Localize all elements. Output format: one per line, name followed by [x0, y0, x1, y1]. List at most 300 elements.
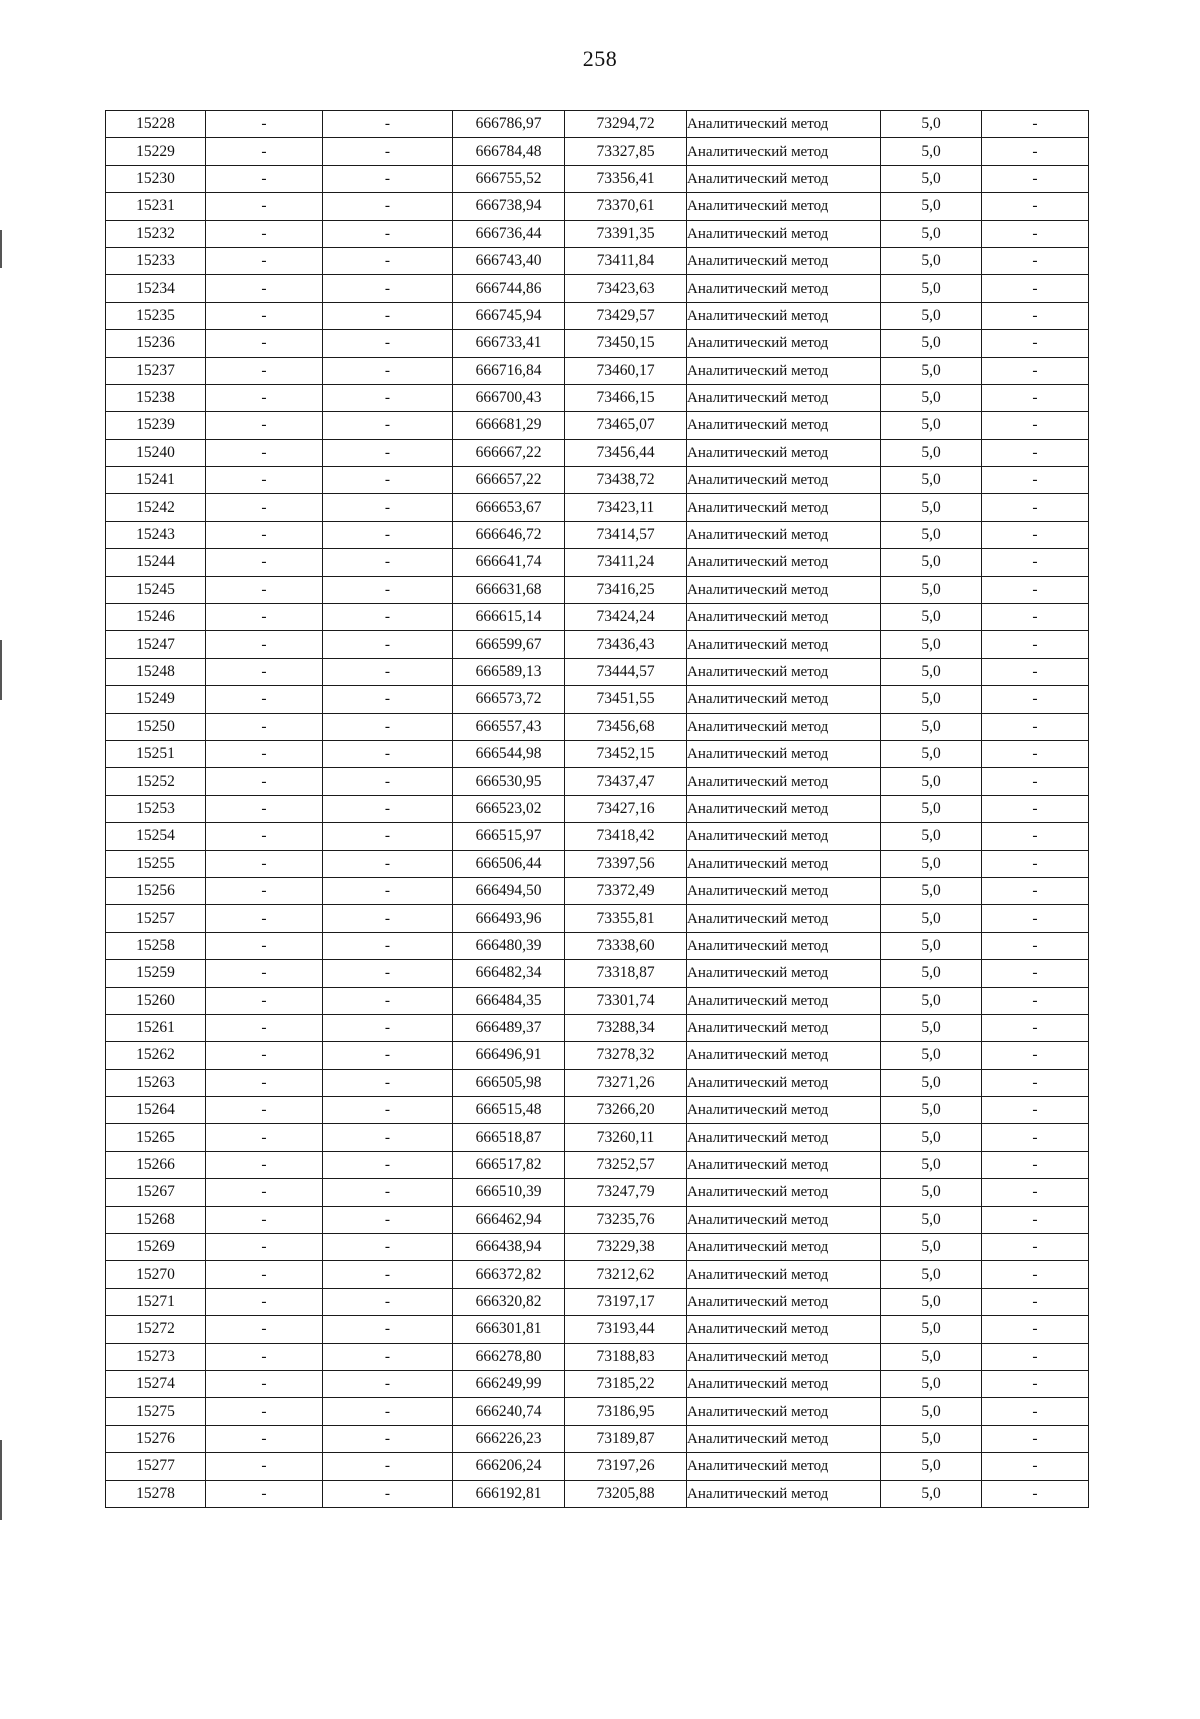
table-row: [106, 631, 1089, 658]
empty-cell: -: [982, 1124, 1089, 1151]
x-coordinate-cell: 666786,97: [453, 111, 565, 138]
empty-cell: -: [206, 658, 323, 685]
x-coordinate-cell: 666494,50: [453, 877, 565, 904]
empty-cell: -: [206, 960, 323, 987]
empty-cell: -: [206, 631, 323, 658]
point-number-cell: 15234: [106, 275, 206, 302]
empty-cell: -: [323, 549, 453, 576]
y-coordinate-cell: 73288,34: [565, 1014, 687, 1041]
accuracy-cell: 5,0: [881, 960, 982, 987]
method-cell: Аналитический метод: [687, 1370, 881, 1397]
accuracy-cell: 5,0: [881, 1480, 982, 1507]
method-cell: Аналитический метод: [687, 1261, 881, 1288]
method-cell: Аналитический метод: [687, 1316, 881, 1343]
empty-cell: -: [206, 1261, 323, 1288]
empty-cell: -: [206, 686, 323, 713]
table-row: [106, 1124, 1089, 1151]
method-cell: Аналитический метод: [687, 1069, 881, 1096]
point-number-cell: 15264: [106, 1097, 206, 1124]
point-number-cell: 15255: [106, 850, 206, 877]
point-number-cell: 15230: [106, 165, 206, 192]
empty-cell: -: [982, 275, 1089, 302]
empty-cell: -: [206, 138, 323, 165]
empty-cell: -: [323, 1042, 453, 1069]
empty-cell: -: [206, 1425, 323, 1452]
empty-cell: -: [206, 384, 323, 411]
y-coordinate-cell: 73278,32: [565, 1042, 687, 1069]
empty-cell: -: [323, 1206, 453, 1233]
empty-cell: -: [982, 1316, 1089, 1343]
empty-cell: -: [323, 302, 453, 329]
y-coordinate-cell: 73212,62: [565, 1261, 687, 1288]
table-row: [106, 768, 1089, 795]
method-cell: Аналитический метод: [687, 521, 881, 548]
empty-cell: -: [982, 138, 1089, 165]
point-number-cell: 15256: [106, 877, 206, 904]
x-coordinate-cell: 666510,39: [453, 1179, 565, 1206]
empty-cell: -: [323, 467, 453, 494]
point-number-cell: 15259: [106, 960, 206, 987]
empty-cell: -: [206, 795, 323, 822]
y-coordinate-cell: 73188,83: [565, 1343, 687, 1370]
empty-cell: -: [323, 631, 453, 658]
empty-cell: -: [323, 247, 453, 274]
empty-cell: -: [323, 412, 453, 439]
empty-cell: -: [982, 850, 1089, 877]
accuracy-cell: 5,0: [881, 1261, 982, 1288]
point-number-cell: 15248: [106, 658, 206, 685]
method-cell: Аналитический метод: [687, 330, 881, 357]
empty-cell: -: [206, 220, 323, 247]
accuracy-cell: 5,0: [881, 877, 982, 904]
y-coordinate-cell: 73372,49: [565, 877, 687, 904]
empty-cell: -: [982, 549, 1089, 576]
method-cell: Аналитический метод: [687, 138, 881, 165]
method-cell: Аналитический метод: [687, 467, 881, 494]
method-cell: Аналитический метод: [687, 165, 881, 192]
point-number-cell: 15243: [106, 521, 206, 548]
y-coordinate-cell: 73247,79: [565, 1179, 687, 1206]
empty-cell: -: [206, 330, 323, 357]
accuracy-cell: 5,0: [881, 1453, 982, 1480]
x-coordinate-cell: 666745,94: [453, 302, 565, 329]
empty-cell: -: [206, 1179, 323, 1206]
table-row: [106, 1370, 1089, 1397]
accuracy-cell: 5,0: [881, 1370, 982, 1397]
empty-cell: -: [206, 111, 323, 138]
x-coordinate-cell: 666517,82: [453, 1151, 565, 1178]
empty-cell: -: [323, 1480, 453, 1507]
empty-cell: -: [982, 412, 1089, 439]
accuracy-cell: 5,0: [881, 1398, 982, 1425]
empty-cell: -: [323, 357, 453, 384]
x-coordinate-cell: 666615,14: [453, 604, 565, 631]
empty-cell: -: [323, 1234, 453, 1261]
empty-cell: -: [982, 604, 1089, 631]
point-number-cell: 15242: [106, 494, 206, 521]
point-number-cell: 15245: [106, 576, 206, 603]
empty-cell: -: [206, 768, 323, 795]
empty-cell: -: [206, 1097, 323, 1124]
empty-cell: -: [982, 357, 1089, 384]
table-row: [106, 1014, 1089, 1041]
method-cell: Аналитический метод: [687, 850, 881, 877]
method-cell: Аналитический метод: [687, 1042, 881, 1069]
empty-cell: -: [206, 193, 323, 220]
method-cell: Аналитический метод: [687, 877, 881, 904]
x-coordinate-cell: 666496,91: [453, 1042, 565, 1069]
method-cell: Аналитический метод: [687, 823, 881, 850]
table-row: [106, 111, 1089, 138]
y-coordinate-cell: 73466,15: [565, 384, 687, 411]
empty-cell: -: [323, 987, 453, 1014]
margin-mark: [0, 230, 2, 268]
point-number-cell: 15257: [106, 905, 206, 932]
empty-cell: -: [323, 1343, 453, 1370]
method-cell: Аналитический метод: [687, 412, 881, 439]
point-number-cell: 15238: [106, 384, 206, 411]
table-row: [106, 1425, 1089, 1452]
empty-cell: -: [982, 1014, 1089, 1041]
empty-cell: -: [323, 686, 453, 713]
empty-cell: -: [206, 1398, 323, 1425]
table-row: [106, 330, 1089, 357]
y-coordinate-cell: 73411,24: [565, 549, 687, 576]
method-cell: Аналитический метод: [687, 275, 881, 302]
table-row: [106, 165, 1089, 192]
empty-cell: -: [206, 932, 323, 959]
coordinates-table: [105, 110, 1089, 1508]
table-row: [106, 576, 1089, 603]
table-row: [106, 604, 1089, 631]
y-coordinate-cell: 73327,85: [565, 138, 687, 165]
method-cell: Аналитический метод: [687, 549, 881, 576]
empty-cell: -: [323, 823, 453, 850]
empty-cell: -: [982, 247, 1089, 274]
point-number-cell: 15232: [106, 220, 206, 247]
table-row: [106, 357, 1089, 384]
method-cell: Аналитический метод: [687, 1206, 881, 1233]
empty-cell: -: [982, 494, 1089, 521]
table-row: [106, 138, 1089, 165]
y-coordinate-cell: 73189,87: [565, 1425, 687, 1452]
y-coordinate-cell: 73252,57: [565, 1151, 687, 1178]
y-coordinate-cell: 73416,25: [565, 576, 687, 603]
table-row: [106, 494, 1089, 521]
empty-cell: -: [982, 877, 1089, 904]
x-coordinate-cell: 666544,98: [453, 740, 565, 767]
x-coordinate-cell: 666589,13: [453, 658, 565, 685]
method-cell: Аналитический метод: [687, 302, 881, 329]
accuracy-cell: 5,0: [881, 1124, 982, 1151]
accuracy-cell: 5,0: [881, 795, 982, 822]
empty-cell: -: [323, 740, 453, 767]
accuracy-cell: 5,0: [881, 521, 982, 548]
empty-cell: -: [323, 494, 453, 521]
empty-cell: -: [323, 330, 453, 357]
empty-cell: -: [982, 302, 1089, 329]
accuracy-cell: 5,0: [881, 165, 982, 192]
y-coordinate-cell: 73460,17: [565, 357, 687, 384]
method-cell: Аналитический метод: [687, 111, 881, 138]
empty-cell: -: [206, 740, 323, 767]
table-row: [106, 549, 1089, 576]
point-number-cell: 15270: [106, 1261, 206, 1288]
empty-cell: -: [206, 604, 323, 631]
table-row: [106, 1398, 1089, 1425]
empty-cell: -: [982, 658, 1089, 685]
point-number-cell: 15267: [106, 1179, 206, 1206]
coordinates-table-body: [106, 111, 1089, 1508]
point-number-cell: 15240: [106, 439, 206, 466]
empty-cell: -: [206, 1069, 323, 1096]
empty-cell: -: [323, 111, 453, 138]
empty-cell: -: [206, 521, 323, 548]
accuracy-cell: 5,0: [881, 1097, 982, 1124]
accuracy-cell: 5,0: [881, 220, 982, 247]
point-number-cell: 15276: [106, 1425, 206, 1452]
accuracy-cell: 5,0: [881, 631, 982, 658]
accuracy-cell: 5,0: [881, 439, 982, 466]
x-coordinate-cell: 666489,37: [453, 1014, 565, 1041]
x-coordinate-cell: 666249,99: [453, 1370, 565, 1397]
method-cell: Аналитический метод: [687, 576, 881, 603]
method-cell: Аналитический метод: [687, 1234, 881, 1261]
empty-cell: -: [206, 439, 323, 466]
point-number-cell: 15252: [106, 768, 206, 795]
x-coordinate-cell: 666667,22: [453, 439, 565, 466]
empty-cell: -: [206, 247, 323, 274]
y-coordinate-cell: 73438,72: [565, 467, 687, 494]
y-coordinate-cell: 73318,87: [565, 960, 687, 987]
empty-cell: -: [982, 384, 1089, 411]
point-number-cell: 15235: [106, 302, 206, 329]
empty-cell: -: [982, 1179, 1089, 1206]
y-coordinate-cell: 73370,61: [565, 193, 687, 220]
method-cell: Аналитический метод: [687, 987, 881, 1014]
point-number-cell: 15233: [106, 247, 206, 274]
empty-cell: -: [206, 850, 323, 877]
y-coordinate-cell: 73229,38: [565, 1234, 687, 1261]
point-number-cell: 15228: [106, 111, 206, 138]
empty-cell: -: [206, 713, 323, 740]
empty-cell: -: [323, 1261, 453, 1288]
x-coordinate-cell: 666372,82: [453, 1261, 565, 1288]
empty-cell: -: [323, 384, 453, 411]
empty-cell: -: [323, 275, 453, 302]
method-cell: Аналитический метод: [687, 193, 881, 220]
empty-cell: -: [323, 1316, 453, 1343]
margin-mark: [0, 640, 2, 700]
empty-cell: -: [982, 1425, 1089, 1452]
table-row: [106, 302, 1089, 329]
point-number-cell: 15241: [106, 467, 206, 494]
accuracy-cell: 5,0: [881, 905, 982, 932]
x-coordinate-cell: 666736,44: [453, 220, 565, 247]
empty-cell: -: [982, 1370, 1089, 1397]
empty-cell: -: [982, 795, 1089, 822]
accuracy-cell: 5,0: [881, 1425, 982, 1452]
y-coordinate-cell: 73271,26: [565, 1069, 687, 1096]
empty-cell: -: [982, 576, 1089, 603]
table-row: [106, 1151, 1089, 1178]
x-coordinate-cell: 666681,29: [453, 412, 565, 439]
method-cell: Аналитический метод: [687, 768, 881, 795]
table-row: [106, 905, 1089, 932]
empty-cell: -: [323, 193, 453, 220]
empty-cell: -: [982, 1480, 1089, 1507]
empty-cell: -: [206, 549, 323, 576]
empty-cell: -: [982, 713, 1089, 740]
accuracy-cell: 5,0: [881, 138, 982, 165]
table-row: [106, 795, 1089, 822]
method-cell: Аналитический метод: [687, 1124, 881, 1151]
table-row: [106, 823, 1089, 850]
x-coordinate-cell: 666738,94: [453, 193, 565, 220]
y-coordinate-cell: 73391,35: [565, 220, 687, 247]
empty-cell: -: [982, 1288, 1089, 1315]
y-coordinate-cell: 73427,16: [565, 795, 687, 822]
accuracy-cell: 5,0: [881, 1343, 982, 1370]
empty-cell: -: [323, 713, 453, 740]
method-cell: Аналитический метод: [687, 1480, 881, 1507]
method-cell: Аналитический метод: [687, 960, 881, 987]
table-row: [106, 1343, 1089, 1370]
method-cell: Аналитический метод: [687, 631, 881, 658]
empty-cell: -: [206, 1316, 323, 1343]
empty-cell: -: [323, 1124, 453, 1151]
table-row: [106, 877, 1089, 904]
accuracy-cell: 5,0: [881, 740, 982, 767]
empty-cell: -: [206, 412, 323, 439]
point-number-cell: 15244: [106, 549, 206, 576]
y-coordinate-cell: 73437,47: [565, 768, 687, 795]
empty-cell: -: [982, 439, 1089, 466]
point-number-cell: 15249: [106, 686, 206, 713]
empty-cell: -: [323, 1179, 453, 1206]
x-coordinate-cell: 666515,48: [453, 1097, 565, 1124]
accuracy-cell: 5,0: [881, 768, 982, 795]
empty-cell: -: [982, 467, 1089, 494]
x-coordinate-cell: 666784,48: [453, 138, 565, 165]
accuracy-cell: 5,0: [881, 549, 982, 576]
point-number-cell: 15254: [106, 823, 206, 850]
y-coordinate-cell: 73411,84: [565, 247, 687, 274]
accuracy-cell: 5,0: [881, 193, 982, 220]
empty-cell: -: [323, 960, 453, 987]
table-row: [106, 1316, 1089, 1343]
empty-cell: -: [982, 1097, 1089, 1124]
y-coordinate-cell: 73450,15: [565, 330, 687, 357]
empty-cell: -: [323, 439, 453, 466]
table-row: [106, 960, 1089, 987]
y-coordinate-cell: 73397,56: [565, 850, 687, 877]
empty-cell: -: [323, 165, 453, 192]
empty-cell: -: [982, 521, 1089, 548]
accuracy-cell: 5,0: [881, 1288, 982, 1315]
accuracy-cell: 5,0: [881, 932, 982, 959]
point-number-cell: 15263: [106, 1069, 206, 1096]
x-coordinate-cell: 666743,40: [453, 247, 565, 274]
x-coordinate-cell: 666482,34: [453, 960, 565, 987]
table-row: [106, 1206, 1089, 1233]
table-row: [106, 987, 1089, 1014]
empty-cell: -: [323, 658, 453, 685]
table-row: [106, 686, 1089, 713]
accuracy-cell: 5,0: [881, 713, 982, 740]
point-number-cell: 15239: [106, 412, 206, 439]
table-row: [106, 1234, 1089, 1261]
accuracy-cell: 5,0: [881, 987, 982, 1014]
empty-cell: -: [323, 905, 453, 932]
empty-cell: -: [982, 1069, 1089, 1096]
table-row: [106, 412, 1089, 439]
empty-cell: -: [206, 987, 323, 1014]
accuracy-cell: 5,0: [881, 275, 982, 302]
accuracy-cell: 5,0: [881, 1206, 982, 1233]
point-number-cell: 15229: [106, 138, 206, 165]
accuracy-cell: 5,0: [881, 302, 982, 329]
empty-cell: -: [206, 1370, 323, 1397]
y-coordinate-cell: 73452,15: [565, 740, 687, 767]
y-coordinate-cell: 73456,68: [565, 713, 687, 740]
empty-cell: -: [982, 686, 1089, 713]
empty-cell: -: [982, 1398, 1089, 1425]
table-row: [106, 439, 1089, 466]
point-number-cell: 15253: [106, 795, 206, 822]
point-number-cell: 15247: [106, 631, 206, 658]
empty-cell: -: [982, 932, 1089, 959]
empty-cell: -: [323, 932, 453, 959]
accuracy-cell: 5,0: [881, 412, 982, 439]
empty-cell: -: [323, 1453, 453, 1480]
method-cell: Аналитический метод: [687, 604, 881, 631]
method-cell: Аналитический метод: [687, 357, 881, 384]
empty-cell: -: [206, 357, 323, 384]
accuracy-cell: 5,0: [881, 467, 982, 494]
x-coordinate-cell: 666653,67: [453, 494, 565, 521]
y-coordinate-cell: 73301,74: [565, 987, 687, 1014]
point-number-cell: 15262: [106, 1042, 206, 1069]
empty-cell: -: [982, 111, 1089, 138]
empty-cell: -: [982, 823, 1089, 850]
x-coordinate-cell: 666523,02: [453, 795, 565, 822]
y-coordinate-cell: 73186,95: [565, 1398, 687, 1425]
point-number-cell: 15237: [106, 357, 206, 384]
empty-cell: -: [982, 631, 1089, 658]
x-coordinate-cell: 666700,43: [453, 384, 565, 411]
empty-cell: -: [982, 1343, 1089, 1370]
empty-cell: -: [323, 1097, 453, 1124]
empty-cell: -: [206, 1234, 323, 1261]
y-coordinate-cell: 73185,22: [565, 1370, 687, 1397]
point-number-cell: 15236: [106, 330, 206, 357]
method-cell: Аналитический метод: [687, 1014, 881, 1041]
method-cell: Аналитический метод: [687, 1179, 881, 1206]
x-coordinate-cell: 666631,68: [453, 576, 565, 603]
point-number-cell: 15261: [106, 1014, 206, 1041]
method-cell: Аналитический метод: [687, 1097, 881, 1124]
x-coordinate-cell: 666192,81: [453, 1480, 565, 1507]
y-coordinate-cell: 73260,11: [565, 1124, 687, 1151]
table-row: [106, 193, 1089, 220]
empty-cell: -: [206, 1343, 323, 1370]
empty-cell: -: [206, 1124, 323, 1151]
x-coordinate-cell: 666480,39: [453, 932, 565, 959]
empty-cell: -: [982, 987, 1089, 1014]
point-number-cell: 15271: [106, 1288, 206, 1315]
table-row: [106, 384, 1089, 411]
